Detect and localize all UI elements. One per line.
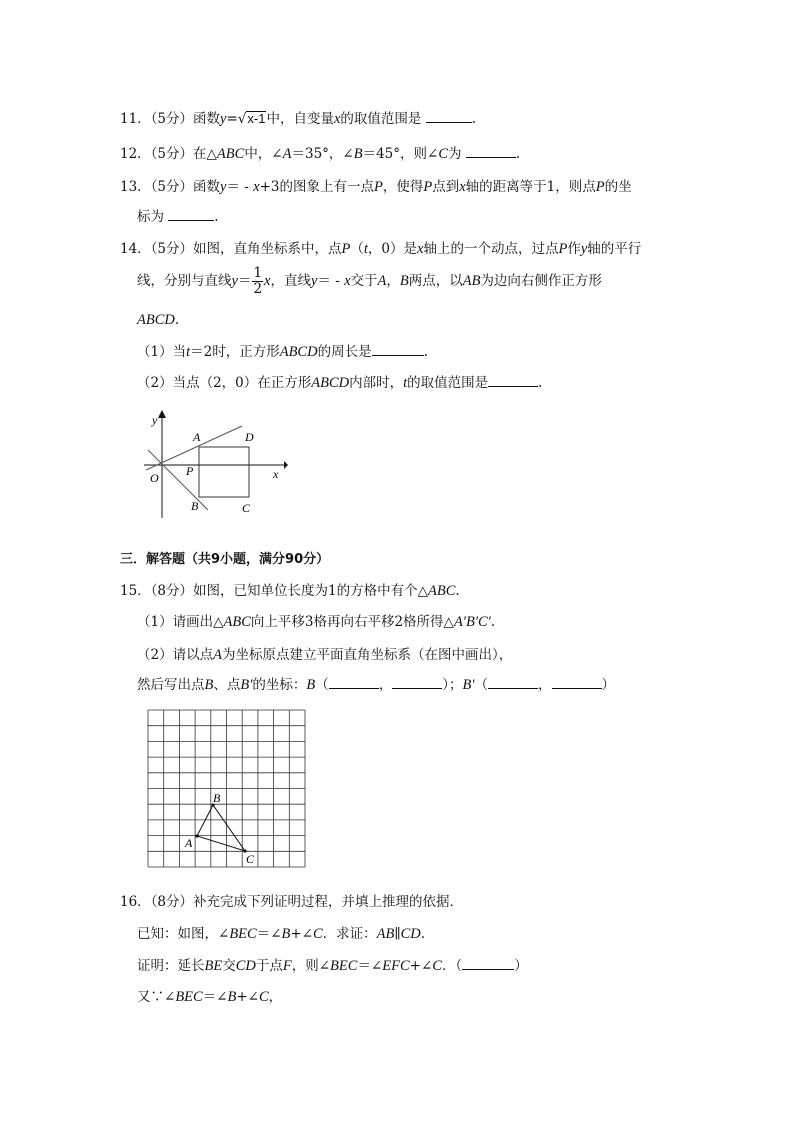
label-d: D: [245, 430, 254, 444]
q11: 11．（5分）函数y=√x-1中，自变量x的取值范围是 .: [120, 111, 476, 127]
answer-blank[interactable]: [329, 676, 379, 689]
answer-blank[interactable]: [372, 343, 424, 356]
square-abcd: [199, 447, 249, 497]
q14-line1: 14．（5分）如图，直角坐标系中，点P（t，0）是x轴上的一个动点，过点P作y轴的平行: [120, 241, 642, 257]
answer-blank[interactable]: [426, 110, 472, 123]
q16-line3: 证明：延长BE交CD于点F，则∠BEC＝∠EFC+∠C．（ ）: [137, 958, 528, 974]
answer-blank[interactable]: [466, 145, 516, 158]
q16-line1: 16．（8分）补充完成下列证明过程，并填上推理的依据．: [120, 894, 464, 910]
answer-blank[interactable]: [552, 676, 602, 689]
q13-line1: 13．（5分）函数y＝ - x+3的图象上有一点P，使得P点到x轴的距离等于1，则点P的坐: [120, 179, 632, 195]
q16-line4: 又∵∠BEC＝∠B+∠C，: [137, 989, 283, 1005]
x-axis-arrow: [284, 461, 288, 469]
q14-figure: [138, 406, 298, 524]
label-a: A: [193, 430, 201, 444]
answer-blank[interactable]: [462, 957, 514, 970]
label-c: C: [242, 501, 251, 515]
fraction-one-half: $\frac{1}{2}$: [253, 265, 263, 297]
q15-line1: 15．（8分）如图，已知单位长度为1的方格中有个△ABC.: [120, 583, 460, 599]
y-axis-arrow: [158, 410, 166, 418]
q14-line3: ABCD.: [137, 312, 180, 328]
q14-sub2: （2）当点（2，0）在正方形ABCD内部时，t的取值范围是 .: [137, 375, 543, 391]
sqrt-expression: x-1: [247, 111, 266, 126]
q15-line4: 然后写出点B、点B′的坐标：B（ ， ）；B′（ ， ）: [137, 677, 616, 693]
answer-blank[interactable]: [168, 208, 214, 221]
label-p: P: [186, 464, 194, 478]
answer-blank[interactable]: [392, 676, 442, 689]
point-a: [195, 834, 198, 837]
q14-sub1: （1）当t＝2时，正方形ABCD的周长是 .: [137, 344, 428, 360]
q15-sub2: （2）请以点A为坐标原点建立平面直角坐标系（在图中画出），: [137, 647, 513, 663]
label-b: B: [213, 791, 221, 805]
label-c: C: [246, 852, 255, 866]
answer-blank[interactable]: [488, 374, 538, 387]
label-b: B: [191, 499, 199, 513]
triangle-abc: [197, 805, 245, 851]
q12: 12．（5分）在△ABC中，∠A＝35°，∠B＝45°，则∠C为 .: [120, 146, 521, 162]
label-y: y: [152, 413, 158, 427]
answer-blank[interactable]: [488, 676, 538, 689]
q13-line2: 标为 .: [137, 209, 219, 225]
q14-line2: 线，分别与直线y＝ $\frac{1}{2}$ x，直线y＝ - x交于A，B两点，以AB为边向右侧作正方形: [137, 265, 602, 297]
q16-line2: 已知：如图，∠BEC＝∠B+∠C．求证：AB∥CD.: [137, 926, 426, 942]
label-x: x: [273, 467, 279, 481]
q15-sub1: （1）请画出△ABC向上平移3格再向右平移2格所得△A′B′C′.: [137, 614, 496, 630]
label-o: O: [150, 471, 159, 485]
q15-grid-figure: [146, 708, 310, 872]
section-3-title: 三．解答题（共9小题，满分90分）: [120, 552, 330, 567]
label-a: A: [185, 836, 193, 850]
